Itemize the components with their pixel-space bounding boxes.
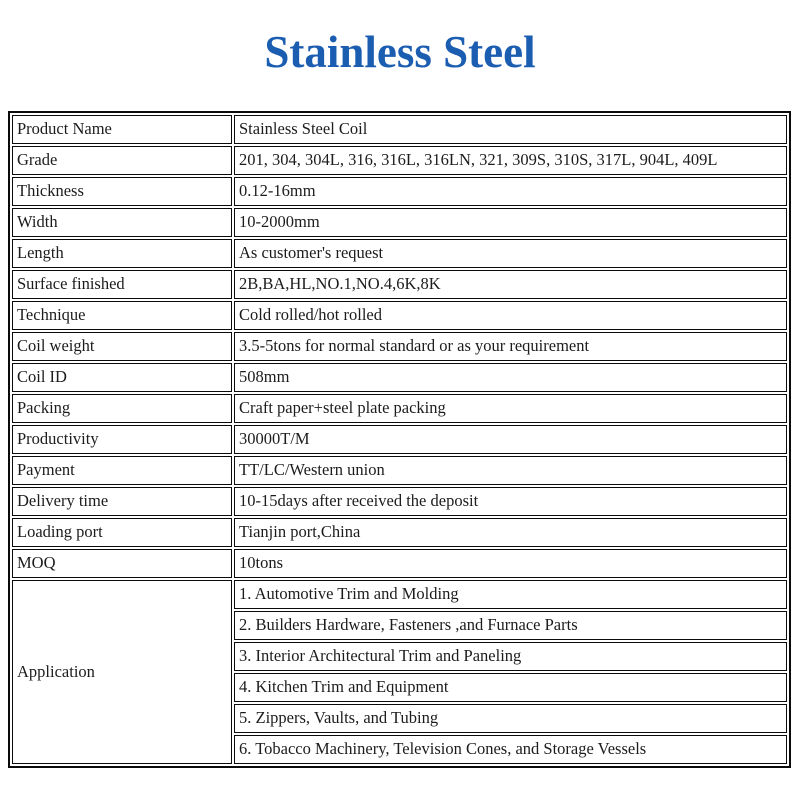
- spec-value-cell: Craft paper+steel plate packing: [234, 394, 787, 423]
- table-row: [12, 425, 787, 454]
- spec-label-cell: Productivity: [12, 425, 232, 454]
- spec-label-cell: Payment: [12, 456, 232, 485]
- spec-value-cell: 201, 304, 304L, 316, 316L, 316LN, 321, 309S, 310S, 317L, 904L, 409L: [234, 146, 787, 175]
- spec-label-cell: Coil weight: [12, 332, 232, 361]
- table-row: [12, 580, 787, 609]
- spec-label-cell: Delivery time: [12, 487, 232, 516]
- table-row: [12, 456, 787, 485]
- table-row: [12, 487, 787, 516]
- spec-label-cell: Loading port: [12, 518, 232, 547]
- table-row: [12, 239, 787, 268]
- spec-table-body: [12, 115, 787, 764]
- page-title: Stainless Steel: [264, 27, 536, 77]
- spec-label-cell: Thickness: [12, 177, 232, 206]
- spec-label-cell: Length: [12, 239, 232, 268]
- table-row: [12, 363, 787, 392]
- table-row: [12, 115, 787, 144]
- table-row: [12, 549, 787, 578]
- table-row: [12, 332, 787, 361]
- spec-label-cell: Width: [12, 208, 232, 237]
- spec-value-cell: 10tons: [234, 549, 787, 578]
- table-row: [12, 146, 787, 175]
- table-row: [12, 301, 787, 330]
- application-item-cell: 1. Automotive Trim and Molding: [234, 580, 787, 609]
- application-item-cell: 4. Kitchen Trim and Equipment: [234, 673, 787, 702]
- spec-value-cell: Stainless Steel Coil: [234, 115, 787, 144]
- spec-value-cell: Cold rolled/hot rolled: [234, 301, 787, 330]
- application-item-cell: 3. Interior Architectural Trim and Paneling: [234, 642, 787, 671]
- spec-value-cell: 30000T/M: [234, 425, 787, 454]
- spec-label-cell: Grade: [12, 146, 232, 175]
- application-item-cell: 5. Zippers, Vaults, and Tubing: [234, 704, 787, 733]
- table-row: [12, 177, 787, 206]
- spec-value-cell: 508mm: [234, 363, 787, 392]
- application-item-cell: 6. Tobacco Machinery, Television Cones, and Storage Vessels: [234, 735, 787, 764]
- spec-table: [8, 111, 791, 768]
- spec-label-cell: Coil ID: [12, 363, 232, 392]
- spec-value-cell: Tianjin port,China: [234, 518, 787, 547]
- spec-value-cell: 3.5-5tons for normal standard or as your requirement: [234, 332, 787, 361]
- table-row: [12, 518, 787, 547]
- spec-label-cell: MOQ: [12, 549, 232, 578]
- application-item-cell: 2. Builders Hardware, Fasteners ,and Furnace Parts: [234, 611, 787, 640]
- spec-value-cell: 10-15days after received the deposit: [234, 487, 787, 516]
- spec-label-cell: Product Name: [12, 115, 232, 144]
- spec-value-cell: As customer's request: [234, 239, 787, 268]
- spec-value-cell: TT/LC/Western union: [234, 456, 787, 485]
- table-row: [12, 208, 787, 237]
- spec-value-cell: 10-2000mm: [234, 208, 787, 237]
- spec-value-cell: 0.12-16mm: [234, 177, 787, 206]
- application-label-cell: Application: [12, 580, 232, 764]
- spec-value-cell: 2B,BA,HL,NO.1,NO.4,6K,8K: [234, 270, 787, 299]
- table-row: [12, 270, 787, 299]
- spec-label-cell: Packing: [12, 394, 232, 423]
- spec-label-cell: Technique: [12, 301, 232, 330]
- spec-label-cell: Surface finished: [12, 270, 232, 299]
- table-row: [12, 394, 787, 423]
